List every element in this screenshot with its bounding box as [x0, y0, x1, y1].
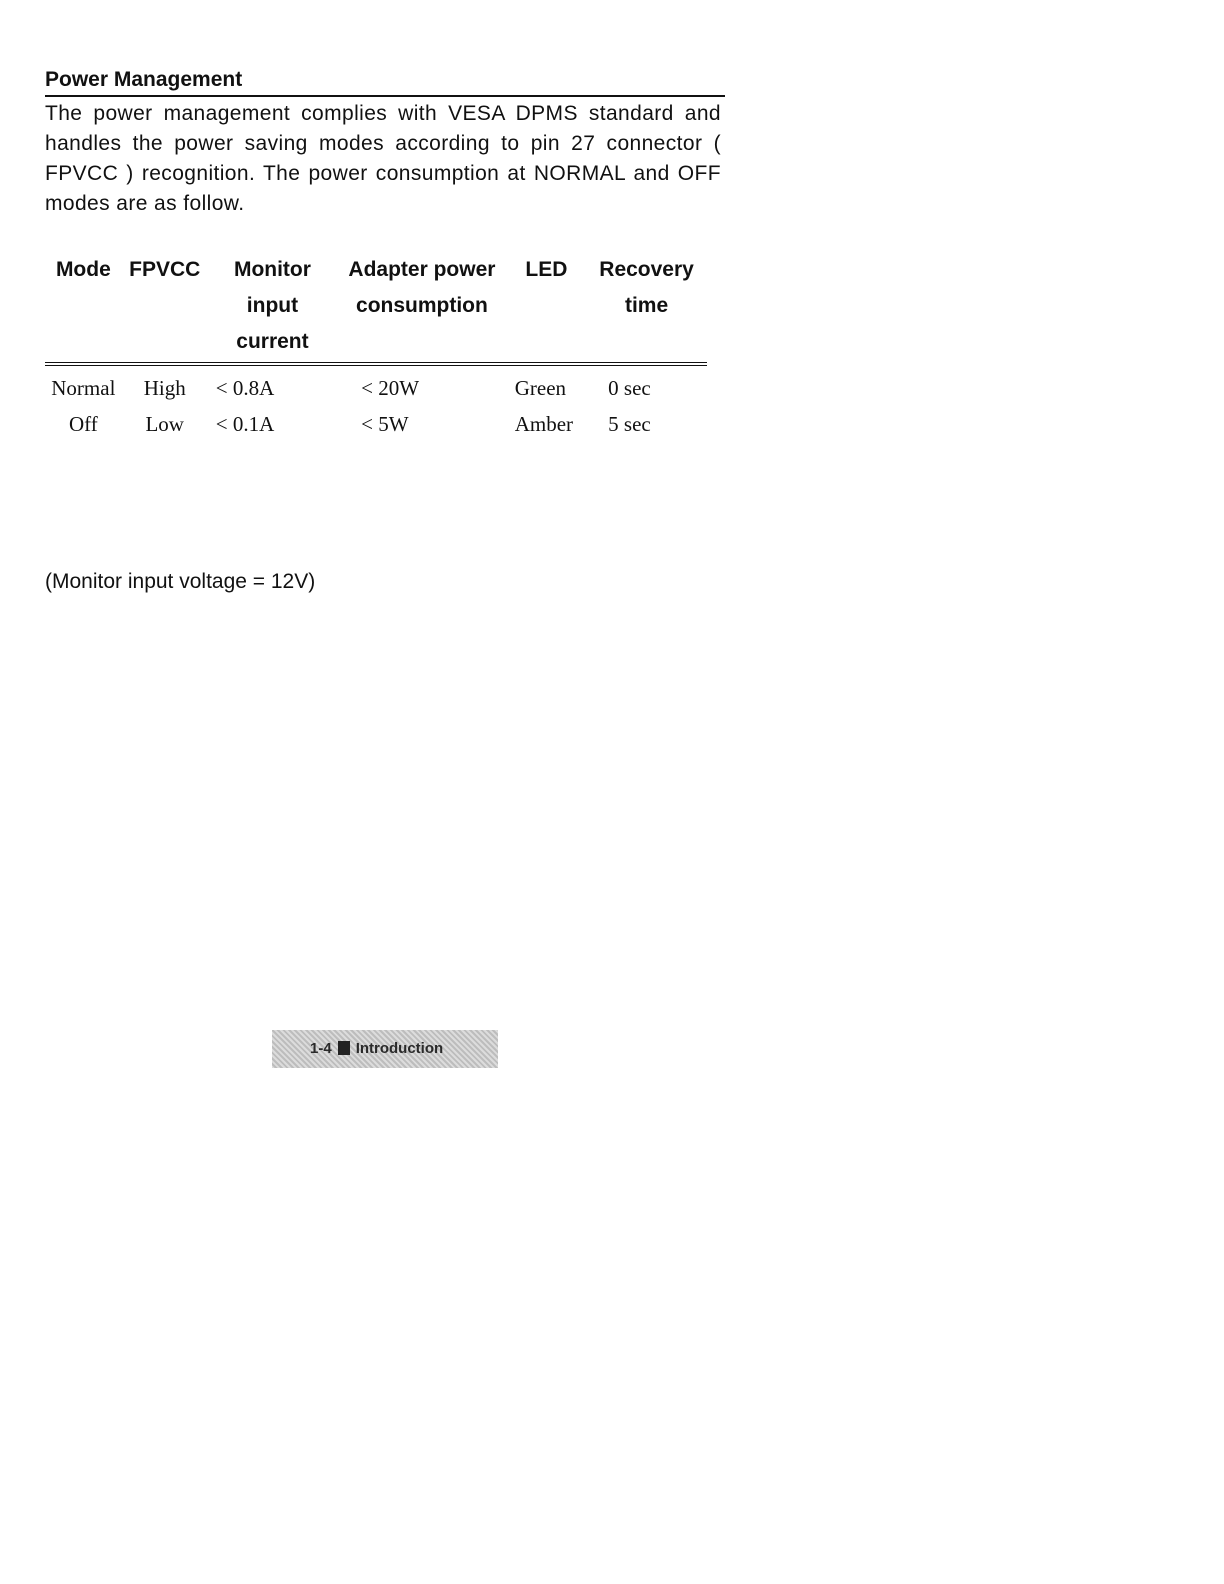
header-adapter-power-consumption: Adapter power consumption [348, 258, 496, 317]
cell-monitor-input-current: < 0.1A [215, 412, 275, 436]
power-modes-table [45, 252, 707, 442]
table-header-row [45, 252, 707, 364]
cell-monitor-input-current: < 0.8A [215, 376, 275, 400]
square-bullet-icon [338, 1041, 350, 1055]
section-title: Power Management [45, 67, 725, 97]
header-fpvcc: FPVCC [129, 258, 201, 281]
cell-mode: Normal [51, 376, 116, 400]
table-row [45, 364, 707, 406]
header-monitor-input-current: Monitor input current [233, 258, 311, 353]
cell-fpvcc: High [143, 376, 186, 400]
cell-adapter-power: < 5W [361, 412, 409, 436]
cell-led: Amber [514, 412, 574, 436]
cell-mode: Off [68, 412, 98, 436]
chapter-name: Introduction [355, 1040, 444, 1057]
intro-paragraph: The power management complies with VESA DPMS standard and handles the power saving modes according to pin 27 connector ( FPVCC ) recognition. The power consumption at NORMAL and OFF modes are as follow. [45, 102, 721, 215]
header-led: LED [525, 258, 568, 281]
page-footer [272, 1030, 498, 1068]
voltage-footnote: (Monitor input voltage = 12V) [45, 570, 316, 593]
cell-adapter-power: < 20W [361, 376, 420, 400]
cell-fpvcc: Low [145, 412, 184, 436]
page-number: 1-4 [310, 1040, 332, 1057]
cell-led: Green [514, 376, 567, 400]
cell-recovery-time: 5 sec [608, 412, 651, 436]
header-recovery-time: Recovery time [599, 258, 694, 317]
table-row [45, 406, 707, 442]
header-mode: Mode [55, 258, 111, 281]
cell-recovery-time: 0 sec [608, 376, 651, 400]
